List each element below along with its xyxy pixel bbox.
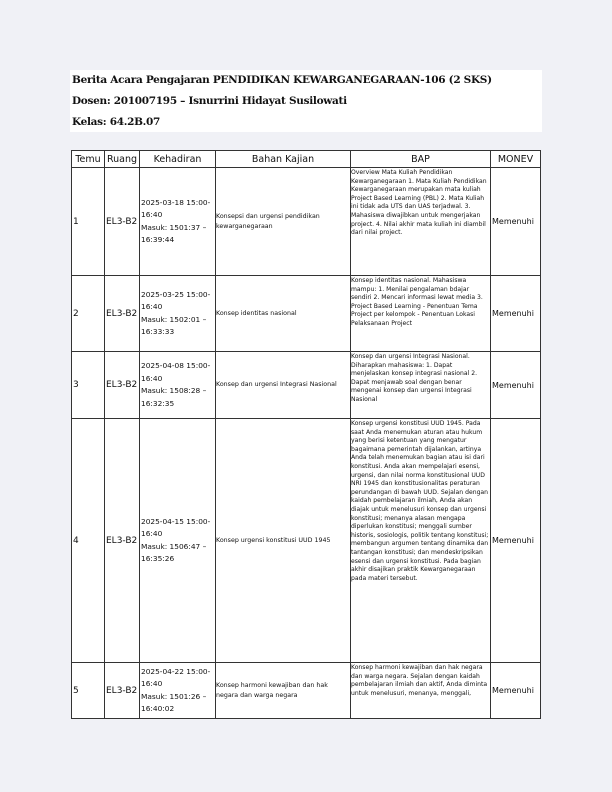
attendance-cell bbox=[140, 168, 216, 276]
teaching-record-table bbox=[71, 150, 541, 719]
attendance-cell bbox=[140, 419, 216, 663]
attendance-cell bbox=[140, 663, 216, 719]
bap-cell: Konsep harmoni kewajiban dan hak negara dan warga negara. Sejalan dengan kaidah pembelajaran ilmiah dan aktif, Anda diminta untuk menelusuri, menanya, menggali, bbox=[351, 663, 491, 719]
meeting-number: 2 bbox=[72, 276, 105, 352]
monev-status: Memenuhi bbox=[491, 352, 541, 419]
schedule-time: 2025-03-25 15:00-16:40 bbox=[141, 289, 211, 311]
meeting-number: 1 bbox=[72, 168, 105, 276]
table-row bbox=[72, 168, 541, 276]
column-header-temu: Temu bbox=[72, 151, 105, 168]
table-row bbox=[72, 352, 541, 419]
room-cell: EL3-B2 bbox=[105, 419, 140, 663]
checkin-time: Masuk: 1501:26 – 16:40:02 bbox=[141, 691, 207, 713]
column-header-ruang: Ruang bbox=[105, 151, 140, 168]
topic-cell: Konsep urgensi konstitusi UUD 1945 bbox=[216, 419, 351, 663]
table-row bbox=[72, 276, 541, 352]
bap-cell: Konsep identitas nasional. Mahasiswa mampu: 1. Menilai pengalaman bdajar sendiri 2. Mencari informasi lewat media 3. Project Based Learning - Penentuan Tema Project per kelompok - Penentuan Lokasi Pelaksanaan Project bbox=[351, 276, 491, 352]
schedule-time: 2025-03-18 15:00-16:40 bbox=[141, 197, 211, 219]
checkin-time: Masuk: 1501:37 – 16:39:44 bbox=[141, 222, 207, 244]
table-row bbox=[72, 663, 541, 719]
meeting-number: 4 bbox=[72, 419, 105, 663]
meeting-number: 3 bbox=[72, 352, 105, 419]
checkin-time: Masuk: 1508:28 – 16:32:35 bbox=[141, 386, 207, 408]
checkin-time: Masuk: 1506:47 – 16:35:26 bbox=[141, 541, 207, 563]
document-title: Berita Acara Pengajaran PENDIDIKAN KEWARGANEGARAAN-106 (2 SKS) bbox=[72, 74, 492, 86]
room-cell: EL3-B2 bbox=[105, 352, 140, 419]
class-line: Kelas: 64.2B.07 bbox=[72, 116, 161, 128]
room-cell: EL3-B2 bbox=[105, 168, 140, 276]
attendance-cell bbox=[140, 276, 216, 352]
column-header-monev: MONEV bbox=[491, 151, 541, 168]
document-header bbox=[70, 70, 542, 132]
column-header-bap: BAP bbox=[351, 151, 491, 168]
topic-cell: Konsep identitas nasional bbox=[216, 276, 351, 352]
meeting-number: 5 bbox=[72, 663, 105, 719]
monev-status: Memenuhi bbox=[491, 419, 541, 663]
topic-cell: Konsep harmoni kewajiban dan hak negara dan warga negara bbox=[216, 663, 351, 719]
schedule-time: 2025-04-22 15:00-16:40 bbox=[141, 666, 211, 688]
bap-cell: Overview Mata Kuliah Pendidikan Kewarganegaraan 1. Mata Kuliah Pendidikan Kewarganegaraan merupakan mata kuliah Project Based Learning (PBL) 2. Mata Kuliah ini tidak ada UTS dan UAS terjadwal. 3. Mahasiswa diwajibkan untuk mengerjakan project. 4. Nilai akhir mata kuliah ini diambil dari nilai project. bbox=[351, 168, 491, 276]
topic-cell: Konsepsi dan urgensi pendidikan kewarganegaraan bbox=[216, 168, 351, 276]
checkin-time: Masuk: 1502:01 – 16:33:33 bbox=[141, 314, 207, 336]
monev-status: Memenuhi bbox=[491, 663, 541, 719]
room-cell: EL3-B2 bbox=[105, 276, 140, 352]
lecturer-line: Dosen: 201007195 – Isnurrini Hidayat Susilowati bbox=[72, 95, 347, 107]
topic-cell: Konsep dan urgensi Integrasi Nasional bbox=[216, 352, 351, 419]
table-row bbox=[72, 419, 541, 663]
column-header-bahan-kajian: Bahan Kajian bbox=[216, 151, 351, 168]
monev-status: Memenuhi bbox=[491, 168, 541, 276]
bap-cell: Konsep dan urgensi Integrasi Nasional. Diharapkan mahasiswa: 1. Dapat menjelaskan konsep integrasi nasional 2. Dapat menjawab soal dengan benar mengenai konsep dan urgensi Integrasi Nasional bbox=[351, 352, 491, 419]
bap-cell: Konsep urgensi konstitusi UUD 1945. Pada saat Anda menemukan aturan atau hukum yang berisi ketentuan yang mengatur bagaimana pemerintah dijalankan, artinya Anda telah menemukan bagian atau isi dari konstitusi. Anda akan mempelajari esensi, urgensi, dan nilai norma konstitusional UUD NRI 1945 dan konstitusionalitas peraturan perundangan di bawah UUD. Sejalan dengan kaidah pembelajaran ilmiah, Anda akan diajak untuk menelusuri konsep dan urgensi konstitusi; menanya alasan mengapa diperlukan konstitusi; menggali sumber historis, sosiologis, politik tentang konstitusi; membangun argumen tentang dinamika dan tantangan konstitusi; dan mendeskripsikan esensi dan urgensi konstitusi. Pada bagian akhir disajikan praktik Kewarganegaraan pada materi tersebut. bbox=[351, 419, 491, 663]
column-header-kehadiran: Kehadiran bbox=[140, 151, 216, 168]
schedule-time: 2025-04-08 15:00-16:40 bbox=[141, 361, 211, 383]
room-cell: EL3-B2 bbox=[105, 663, 140, 719]
monev-status: Memenuhi bbox=[491, 276, 541, 352]
attendance-cell bbox=[140, 352, 216, 419]
schedule-time: 2025-04-15 15:00-16:40 bbox=[141, 516, 211, 538]
table-header-row bbox=[72, 151, 541, 168]
